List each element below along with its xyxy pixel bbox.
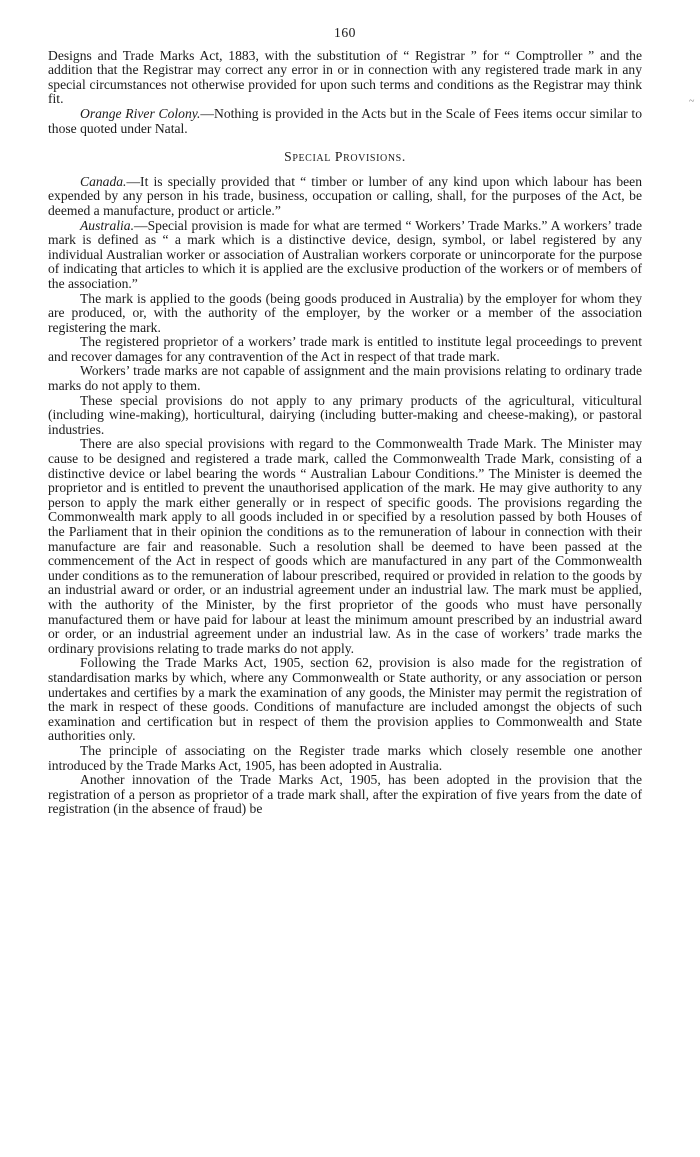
canada-text: —It is specially provided that “ timber or lumber of any kind upon which labour has been expended by any person in his trade, business, occupation or calling, shall, for the purposes of the Act, be deemed a manufacture, product or article.” [48, 173, 642, 218]
document-page [48, 26, 642, 817]
body-paragraph: The registered proprietor of a workers’ trade mark is entitled to institute legal proceedings to prevent and recover damages for any contravention of the Act in respect of that trade mark. [48, 334, 642, 364]
body-paragraph: Workers’ trade marks are not capable of assignment and the main provisions relating to ordinary trade marks do not apply to them. [48, 363, 642, 394]
orange-river-colony-paragraph [48, 107, 642, 136]
orange-river-colony-text: —Nothing is provided in the Acts but in the Scale of Fees items occur similar to those quoted under Natal. [48, 105, 642, 136]
orange-river-colony-lead: Orange River Colony. [80, 105, 201, 121]
body-paragraph: Following the Trade Marks Act, 1905, section 62, provision is also made for the registration of standardisation marks by which, where any Commonwealth or State authority, or any association or person undertakes and certifies by a mark the examination of any goods, the Minister may permit the registration of the mark in respect of these goods. Conditions of manufacture are included amongst the objects of such examination and certification but in respect of them the provision applies to Commonwealth and State authorities only. [48, 655, 642, 744]
canada-lead: Canada. [80, 173, 127, 189]
canada-paragraph [48, 175, 642, 219]
australia-lead: Australia. [80, 217, 135, 233]
australia-paragraph [48, 219, 642, 292]
body-paragraph: The principle of associating on the Register trade marks which closely resemble one another introduced by the Trade Marks Act, 1905, has been adopted in Australia. [48, 742, 642, 773]
margin-mark: ~ [689, 96, 695, 107]
body-paragraph: Another innovation of the Trade Marks Act, 1905, has been adopted in the provision that the registration of a person as proprietor of a trade mark shall, after the expiration of five years from the date of registration (in the absence of fraud) be [48, 772, 642, 817]
special-provisions-heading: Special Provisions. [284, 149, 406, 165]
body-paragraph: These special provisions do not apply to any primary products of the agricultural, viticultural (including wine-making), horticultural, dairying (including butter-making and cheese-making), or pastoral industries. [48, 392, 642, 437]
australia-text: —Special provision is made for what are termed “ Workers’ Trade Marks.” A workers’ trade mark is defined as “ a mark which is a distinctive device, design, symbol, or label registered by any individual Australian worker or association of Australian workers corporate or unincorporate for the purpose of indicating that articles to which it is applied are the exclusive production of the workers or of members of the association.” [48, 217, 642, 291]
page-number: 160 [334, 25, 356, 40]
body-paragraph: The mark is applied to the goods (being goods produced in Australia) by the employer for whom they are produced, or, with the authority of the employer, by the worker or a member of the association registering the mark. [48, 290, 642, 335]
body-paragraph: There are also special provisions with regard to the Commonwealth Trade Mark. The Minister may cause to be designed and registered a trade mark, called the Commonwealth Trade Mark, consisting of a distinctive device or label bearing the words “ Australian Labour Conditions.” The Minister is deemed the proprietor and is entitled to prevent the unauthorised application of the mark. He may give authority to any person to apply the mark either generally or in respect of specific goods. The provisions regarding the Commonwealth mark apply to all goods included in or specified by a resolution passed by both Houses of the Parliament that in their opinion the conditions as to the remuneration of labour in connection with their manufacture are fair and reasonable. Such a resolution shall be deemed to have been passed at the commencement of the Act in respect of goods which are manufactured in any part of the Commonwealth under conditions as to the remuneration of labour prescribed, required or provided in relation to the goods by an industrial award or order, or an industrial agreement under an industrial law. The mark must be applied, with the authority of the Minister, by the first proprietor of the goods who must have personally manufactured them or have paid for labour at least the minimum amount prescribed by an industrial award or order, or an industrial agreement under an industrial law. As in the case of workers’ trade marks the ordinary provisions relating to trade marks do not apply. [48, 436, 642, 656]
continuation-paragraph: Designs and Trade Marks Act, 1883, with the substitution of “ Registrar ” for “ Comptroller ” and the addition that the Registrar may correct any error in or in connection with any registered trade mark in any special circumstances not otherwise provided for upon such terms and conditions as the Registrar may think fit. [48, 47, 642, 107]
